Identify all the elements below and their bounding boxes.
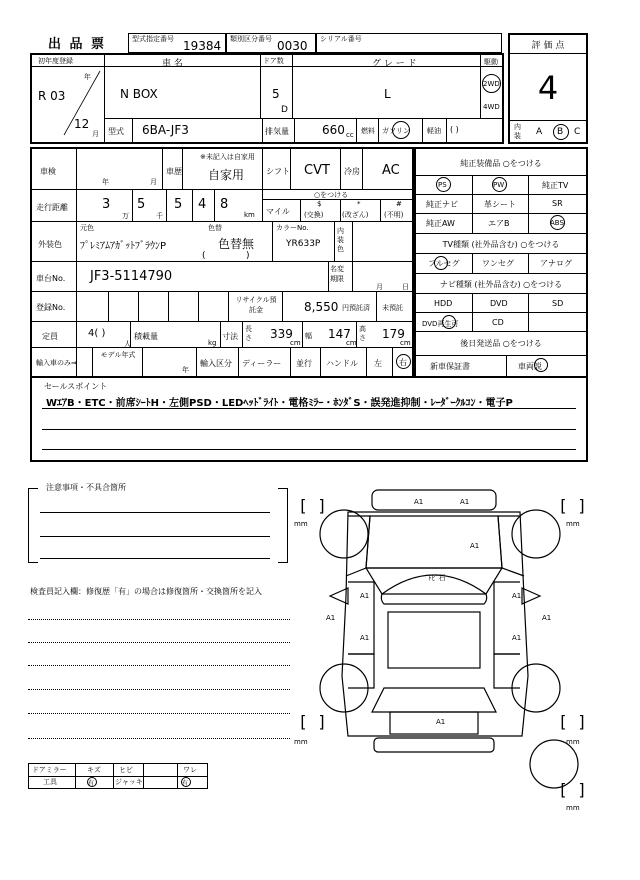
mileage-d4: 4 bbox=[198, 197, 207, 212]
legend-hibi: ヒビ bbox=[119, 766, 133, 774]
history-note: ※未記入は自家用 bbox=[200, 153, 255, 161]
model-year-unit: 年 bbox=[182, 366, 189, 374]
cc-unit: cc bbox=[346, 131, 354, 139]
mm-fr: mm bbox=[566, 520, 580, 528]
shift-label: シフト bbox=[266, 167, 290, 176]
width-label: 幅 bbox=[305, 332, 312, 340]
tv-oneseg: ワンセグ bbox=[482, 259, 514, 268]
grade-label: グ レ ー ド bbox=[372, 59, 417, 69]
score-label: 評 価 点 bbox=[531, 41, 565, 51]
fuel-other: ( ) bbox=[450, 125, 459, 134]
vehicle-info-row bbox=[30, 53, 504, 144]
mark-hood: A1 bbox=[470, 542, 480, 550]
bracket-fr: [ ] bbox=[558, 496, 587, 515]
mark-right-rear-door: A1 bbox=[512, 634, 522, 642]
unknown-option: (不明) bbox=[384, 211, 404, 219]
equip-airbag: エアB bbox=[488, 219, 510, 228]
fuel-label: 燃料 bbox=[361, 127, 375, 135]
kg-unit: kg bbox=[208, 339, 217, 347]
history-value: 自家用 bbox=[208, 168, 245, 182]
shift-value: CVT bbox=[304, 163, 330, 178]
drive-4wd: 4WD bbox=[483, 103, 500, 111]
color-change-value: 色替無 bbox=[218, 237, 255, 251]
interior-b: B bbox=[557, 127, 564, 137]
width-value: 147 bbox=[328, 327, 351, 341]
mileage-man: 万 bbox=[122, 212, 129, 220]
navi-title: ナビ種類 (社外品含む) ○をつける bbox=[439, 280, 563, 289]
shaken-month: 月 bbox=[150, 178, 157, 186]
mileage-d3: 5 bbox=[174, 197, 183, 212]
handle-left: 左 bbox=[374, 359, 382, 368]
car-name: N BOX bbox=[120, 87, 158, 101]
caution-label: 注意事項・不具合箇所 bbox=[46, 483, 126, 492]
tv-title: TV種類 (社外品含む) ○をつける bbox=[442, 240, 560, 249]
mile-option: マイル bbox=[266, 207, 290, 216]
legend-table bbox=[28, 763, 208, 789]
bracket-spare: [ ] bbox=[558, 780, 587, 799]
tv-analog: アナログ bbox=[540, 259, 572, 268]
first-reg-month: 12 bbox=[74, 117, 90, 131]
equip-abs: ABS bbox=[550, 219, 564, 227]
mark-front-bumper-left: A1 bbox=[414, 498, 424, 506]
shaken-label: 車検 bbox=[40, 167, 56, 176]
mark-right-side: A1 bbox=[542, 614, 552, 622]
sales-point-block bbox=[30, 376, 588, 462]
length-label: 長さ bbox=[245, 325, 252, 342]
name-change-month: 月 bbox=[376, 283, 383, 291]
recycle-value: 8,550 bbox=[304, 300, 339, 314]
bracket-rl: [ ] bbox=[298, 712, 327, 731]
mm-rr: mm bbox=[566, 738, 580, 746]
car-name-label: 車 名 bbox=[162, 59, 183, 69]
equip-tv: 純正TV bbox=[542, 181, 569, 190]
sales-point-text: WｴｱB・ETC・前席ｼｰﾄH・左側PSD・LEDﾍｯﾄﾞﾗｲﾄ・電格ﾐﾗｰ・ﾎﾝﾀﾞS・誤発進抑制・ﾚｰﾀﾞｰｸﾙｺﾝ・電子P bbox=[46, 398, 513, 409]
orig-color-label: 元色 bbox=[80, 224, 94, 232]
drive-label: 駆動 bbox=[484, 58, 498, 66]
equip-sr: SR bbox=[552, 199, 563, 208]
form-title: 出 品 票 bbox=[48, 37, 107, 52]
grade-value: L bbox=[384, 87, 391, 101]
person-unit: 人 bbox=[124, 340, 131, 348]
navi-sd: SD bbox=[552, 299, 564, 308]
load-label: 積載量 bbox=[134, 332, 158, 341]
mark-front-bumper-right: A1 bbox=[460, 498, 470, 506]
altered-option: (改ざん) bbox=[342, 211, 369, 219]
drive-2wd: 2WD bbox=[483, 80, 500, 88]
chassis-label: 車台No. bbox=[36, 274, 66, 283]
ac-label: 冷房 bbox=[344, 167, 360, 176]
length-unit: cm bbox=[290, 339, 301, 347]
inspector-label: 検査員記入欄：修復歴「有」の場合は修復箇所・交換箇所を記入 bbox=[30, 587, 262, 596]
mark-left-side: A1 bbox=[326, 614, 336, 622]
width-unit: cm bbox=[346, 339, 357, 347]
bracket-rr: [ ] bbox=[558, 712, 587, 731]
score-value: 4 bbox=[537, 69, 559, 107]
mileage-circle-note: ○をつける bbox=[314, 191, 349, 199]
exterior-label: 外装色 bbox=[38, 240, 62, 249]
category-box bbox=[226, 33, 316, 53]
color-value: ﾌﾟﾚﾐｱﾑｱｶﾞｯﾄﾌﾞﾗｳﾝP bbox=[80, 241, 167, 252]
category-value: 0030 bbox=[277, 39, 308, 53]
mark-left-rear-door: A1 bbox=[360, 634, 370, 642]
navi-hdd: HDD bbox=[434, 299, 453, 308]
caution-bracket-left bbox=[28, 488, 38, 563]
dims-label: 寸法 bbox=[222, 332, 238, 341]
mm-rl: mm bbox=[294, 738, 308, 746]
serial-box bbox=[316, 33, 502, 53]
month-unit: 月 bbox=[92, 130, 99, 138]
legend-jack-mark: 有 bbox=[182, 780, 189, 787]
height-label: 高さ bbox=[359, 325, 366, 342]
sales-point-label: セールスポイント bbox=[44, 382, 108, 391]
navi-cd: CD bbox=[492, 318, 504, 327]
legend-tool-mark: 有 bbox=[88, 780, 95, 787]
height-value: 179 bbox=[382, 327, 405, 341]
parallel-option: 並行 bbox=[296, 359, 312, 368]
legend-ware: ワレ bbox=[183, 766, 197, 774]
shaken-year: 年 bbox=[102, 178, 109, 186]
name-change-day: 日 bbox=[402, 283, 409, 291]
mark-right-front-door: A1 bbox=[512, 592, 522, 600]
first-reg-label: 初年度登録 bbox=[38, 57, 73, 65]
later-warranty: 新車保証書 bbox=[430, 362, 470, 371]
dollar-mark: $ bbox=[317, 200, 322, 208]
handle-label: ハンドル bbox=[326, 359, 358, 368]
navi-dvd-play: DVD再生可 bbox=[422, 320, 459, 328]
serial-label: シリアル番号 bbox=[320, 35, 362, 43]
year-unit: 年 bbox=[84, 73, 91, 81]
legend-jack: ジャッキ bbox=[115, 778, 143, 786]
navi-dvd: DVD bbox=[490, 299, 508, 308]
capacity-label: 定員 bbox=[42, 332, 58, 341]
mileage-d2: 5 bbox=[137, 197, 146, 212]
bracket-fl: [ ] bbox=[298, 496, 327, 515]
handle-right: 右 bbox=[399, 358, 407, 367]
color-change-label: 色替 bbox=[208, 224, 222, 232]
model-code-value: 19384 bbox=[183, 39, 222, 53]
mm-fl: mm bbox=[294, 520, 308, 528]
name-change-label: 名変期限 bbox=[330, 265, 344, 283]
equipment-block bbox=[414, 147, 588, 378]
capacity-value: 4( ) bbox=[88, 328, 106, 339]
displacement-label: 排気量 bbox=[265, 127, 289, 136]
reg-no-label: 登録No. bbox=[36, 303, 66, 312]
interior-c: C bbox=[574, 127, 581, 137]
interior-color-label: 内装色 bbox=[337, 227, 344, 253]
interior-a: A bbox=[536, 127, 543, 137]
mileage-label: 走行距離 bbox=[36, 203, 68, 212]
displacement-value: 660 bbox=[322, 123, 345, 137]
mileage-d5: 8 bbox=[220, 197, 229, 212]
height-unit: cm bbox=[400, 339, 411, 347]
legend-tool: 工具 bbox=[43, 778, 57, 786]
later-manual: 車両説 bbox=[518, 362, 542, 371]
mileage-d1: 3 bbox=[102, 197, 111, 212]
interior-label: 内装 bbox=[514, 123, 521, 140]
import-class-label: 輸入区分 bbox=[200, 359, 232, 368]
equip-aw: 純正AW bbox=[426, 219, 455, 228]
legend-doormirror: ドアミラー bbox=[32, 766, 67, 774]
mark-windshield: ﾄﾋﾞ石 bbox=[428, 574, 446, 582]
door-suffix: D bbox=[281, 105, 288, 115]
color-no-label: カラーNo. bbox=[276, 224, 309, 232]
recycle-done: 円預託済 bbox=[342, 304, 370, 312]
equipment-title: 純正装備品 ○をつける bbox=[460, 159, 542, 168]
category-label: 類別区分番号 bbox=[230, 35, 272, 43]
legend-kizu: キズ bbox=[87, 766, 101, 774]
mark-rear: A1 bbox=[436, 718, 446, 726]
model-code-box bbox=[128, 33, 226, 53]
mark-left-front-door: A1 bbox=[360, 592, 370, 600]
hash-mark: # bbox=[396, 200, 402, 208]
km-unit: km bbox=[244, 211, 255, 219]
exchange-option: (交換) bbox=[304, 211, 324, 219]
mm-spare: mm bbox=[566, 804, 580, 812]
later-title: 後日発送品 ○をつける bbox=[460, 339, 542, 348]
first-reg-era: R 03 bbox=[38, 89, 66, 103]
import-label: 輸入車のみ⇒ bbox=[36, 359, 77, 367]
fuel-diesel: 軽油 bbox=[427, 127, 441, 135]
score-box bbox=[508, 33, 588, 144]
fuel-gasoline: ガソリン bbox=[382, 127, 410, 135]
type-value: 6BA-JF3 bbox=[142, 123, 189, 137]
history-label: 車歴 bbox=[166, 167, 182, 176]
recycle-not: 未預託 bbox=[382, 304, 403, 312]
equip-leather: 革シート bbox=[484, 200, 516, 209]
recycle-label: リサイクル預託金 bbox=[235, 296, 277, 314]
doors-label: ドア数 bbox=[263, 57, 284, 65]
star-mark: * bbox=[357, 200, 361, 208]
equip-navi: 純正ナビ bbox=[426, 200, 458, 209]
model-year-label: モデル年式 bbox=[100, 351, 136, 359]
model-code-label: 型式指定番号 bbox=[132, 35, 174, 43]
color-no-value: YR633P bbox=[286, 239, 321, 249]
length-value: 339 bbox=[270, 327, 293, 341]
mileage-sen: 千 bbox=[156, 212, 163, 220]
tv-fullseg: フルセグ bbox=[428, 259, 460, 268]
doors-value: 5 bbox=[272, 87, 280, 101]
caution-bracket-right bbox=[278, 488, 288, 563]
type-label: 型式 bbox=[108, 127, 124, 136]
details-block: 車検 年 月 車歴 ※未記入は自家用 自家用 シフト CVT 冷房 AC 走行距離 3 万 5 千 5 4 8 km ○をつける マイル $ (交換) * (改ざん) # (不明) 外装色 元色 色替 ﾌﾟﾚﾐｱﾑｱｶﾞｯﾄﾌﾞﾗｳﾝP 色替無 ( ) カラーNo. YR633P 内装色 車台No. JF3-5114790 名変期限 月 日 登録No. リサイクル預託金 8,550 円預託済 未預託 定員 4( ) 人 積載量 kg 寸法 長さ 339 cm 幅 147 cm 高さ 179 cm 輸入車のみ⇒ モデル年式 年 輸入区分 ディーラー 並行 ハンドル 左 右 bbox=[30, 147, 414, 378]
dealer-option: ディーラー bbox=[242, 359, 282, 368]
ac-value: AC bbox=[382, 163, 400, 178]
equip-ps: PS bbox=[438, 181, 447, 189]
equip-pw: PW bbox=[493, 181, 505, 189]
chassis-value: JF3-5114790 bbox=[90, 269, 173, 284]
